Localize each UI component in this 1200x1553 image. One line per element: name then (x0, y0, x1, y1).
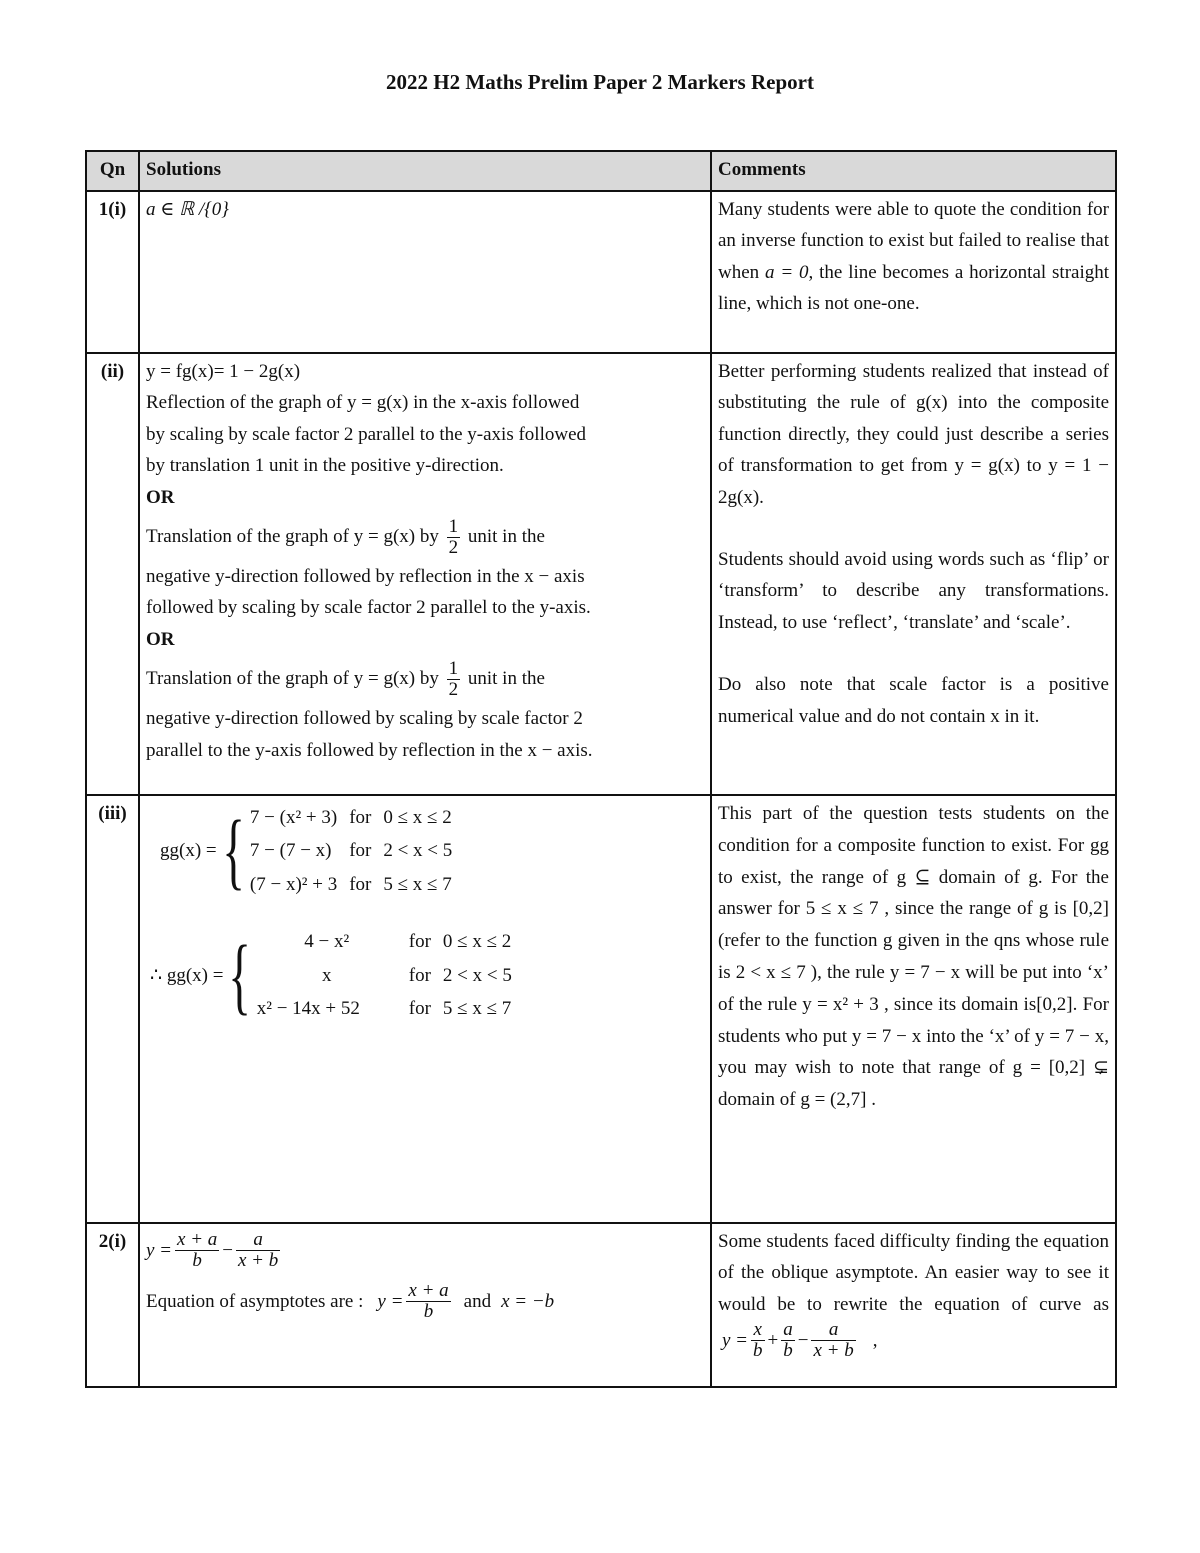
case-for: for (349, 840, 372, 862)
asymptote-line (146, 1281, 704, 1322)
solution-cell (139, 1223, 711, 1387)
solution-line (146, 655, 704, 703)
comment-text: Many students were able to quote the condition for an inverse function to exist but failed to realise that when (718, 199, 1109, 283)
fraction-numerator: x + a (177, 1229, 218, 1250)
and-word: and (463, 1290, 492, 1312)
case-for: for (408, 998, 431, 1020)
fraction (751, 1320, 765, 1361)
case-domain: 2 < x < 5 (383, 840, 453, 862)
piecewise-lhs: ∴ gg(x) = (150, 964, 224, 986)
fraction-denominator: b (192, 1249, 202, 1271)
equation-line (146, 1230, 704, 1271)
solution-text: Translation of the graph of y = g(x) by (146, 526, 444, 548)
question-number: 1(i) (86, 191, 139, 353)
fraction-numerator: x + a (408, 1279, 449, 1301)
comment-cell (711, 1223, 1116, 1387)
solution-line: parallel to the y-axis followed by reflection in the x − axis. (146, 739, 593, 761)
question-number: (iii) (86, 795, 139, 1223)
fraction-denominator: b (753, 1340, 763, 1362)
solution-text: Translation of the graph of y = g(x) by (146, 668, 444, 690)
or-label: OR (146, 628, 175, 650)
header-qn: Qn (86, 151, 139, 191)
solution-line: by scaling by scale factor 2 parallel to the y-axis followed (146, 423, 587, 445)
asymptote-label: Equation of asymptotes are : (146, 1290, 364, 1312)
fraction-denominator: x + b (813, 1340, 854, 1362)
comment-paragraph: Students should avoid using words such as ‘flip’ or ‘transform’ to describe any transformations. Instead, to use ‘reflect’, ‘translate’ and ‘scale’. (718, 549, 1109, 633)
solution-line: y = fg(x)= 1 − 2g(x) (146, 361, 301, 382)
comment-cell (711, 191, 1116, 353)
operator: − (797, 1329, 809, 1351)
brace-icon: { (221, 802, 245, 899)
fraction-denominator: 2 (448, 537, 459, 559)
operator: − (222, 1239, 233, 1261)
fraction-numerator: x (751, 1320, 765, 1341)
case-expr: 4 − x² (304, 931, 350, 953)
equation-lhs: y = (722, 1329, 749, 1351)
case-domain: 2 < x < 5 (442, 964, 512, 986)
case-domain: 0 ≤ x ≤ 2 (383, 807, 452, 828)
piecewise-lhs: gg(x) = (160, 840, 217, 862)
comment-text: , the line becomes a horizontal straight line, which is not one-one. (718, 261, 1110, 315)
fraction (236, 1230, 280, 1271)
case-expr: 7 − (x² + 3) (249, 807, 338, 828)
fraction-numerator: a (236, 1230, 280, 1251)
fraction-denominator: x + b (238, 1249, 279, 1271)
table-row (86, 191, 1116, 353)
solution-cell (139, 191, 711, 353)
table-header-row (86, 151, 1116, 191)
case-for: for (408, 931, 431, 953)
solution-text: unit in the (463, 668, 545, 690)
comma: , (872, 1329, 878, 1351)
comment-text: Some students faced difficulty finding the equation of the oblique asymptote. An easier way to see it would be to rewrite the equation of curve as (718, 1231, 1109, 1315)
piecewise-cases (255, 924, 524, 1026)
table-row (86, 353, 1116, 795)
fraction-numerator: 1 (448, 516, 459, 538)
solution-text: unit in the (463, 526, 545, 548)
header-comments: Comments (711, 151, 1116, 191)
operator: + (767, 1329, 779, 1351)
solution-line: negative y-direction followed by scaling by scale factor 2 (146, 708, 583, 730)
fraction-numerator: 1 (448, 658, 459, 680)
comment-equation (718, 1320, 877, 1361)
solution-line: Reflection of the graph of y = g(x) in the x-axis followed (146, 392, 580, 414)
fraction-denominator: 2 (448, 679, 459, 701)
piecewise-cases (248, 800, 464, 902)
page-title: 2022 H2 Maths Prelim Paper 2 Markers Report (386, 70, 814, 94)
fraction (406, 1281, 450, 1322)
case-expr: (7 − x)² + 3 (249, 873, 338, 895)
solution-text: a ∈ ℝ /{0} (146, 199, 229, 220)
case-expr: x (322, 964, 332, 986)
solution-cell (139, 353, 711, 795)
comment-math: a = 0 (765, 261, 809, 283)
fraction-numerator: a (811, 1320, 855, 1341)
table-row (86, 795, 1116, 1223)
fraction (447, 517, 461, 558)
fraction (811, 1320, 855, 1361)
question-number: (ii) (86, 353, 139, 795)
comment-paragraph: Better performing students realized that instead of substituting the rule of g(x) into the composite function directly, they could just describe a series of transformation to get from y = g(x) to y = 1 − 2g(x). (718, 361, 1109, 508)
case-expr: x² − 14x + 52 (256, 998, 360, 1020)
markers-report-table (85, 150, 1117, 1388)
fraction (781, 1320, 795, 1361)
solution-line (146, 513, 704, 561)
solution-line: followed by scaling by scale factor 2 parallel to the y-axis. (146, 597, 591, 619)
fraction (175, 1230, 219, 1271)
fraction (447, 659, 461, 700)
solution-line: by translation 1 unit in the positive y-direction. (146, 455, 504, 477)
fraction-numerator: a (783, 1319, 793, 1341)
question-number: 2(i) (86, 1223, 139, 1387)
case-domain: 5 ≤ x ≤ 7 (383, 873, 452, 895)
piecewise-definition (150, 924, 704, 1026)
or-label: OR (146, 486, 175, 508)
fraction-denominator: b (783, 1340, 793, 1362)
fraction-denominator: b (423, 1300, 434, 1322)
case-expr: 7 − (7 − x) (249, 840, 332, 862)
comment-cell: This part of the question tests students on the condition for a composite function to exist. For gg to exist, the range of g ⊆ domain of g. For the answer for 5 ≤ x ≤ 7 , since the range of g is [0,2] (refer to the function g given in the qns whose rule is 2 < x ≤ 7 ), the rule y = 7 − x will be put into ‘x’ of the rule y = x² + 3 , since its domain is[0,2]. For students who put y = 7 − x into the ‘x’ of y = 7 − x, you may wish to note that range of g = [0,2] ⊊ domain of g = (2,7] . (711, 795, 1116, 1223)
comment-cell (711, 353, 1116, 795)
case-domain: 0 ≤ x ≤ 2 (442, 931, 512, 953)
solution-line: negative y-direction followed by reflection in the x − axis (146, 566, 585, 588)
case-for: for (349, 807, 372, 828)
case-for: for (408, 964, 431, 986)
equation-lhs: y = (146, 1239, 173, 1261)
piecewise-definition (160, 800, 704, 902)
equation-lhs: y = (377, 1290, 404, 1312)
case-domain: 5 ≤ x ≤ 7 (442, 998, 512, 1020)
header-solutions: Solutions (139, 151, 711, 191)
brace-icon: { (228, 926, 252, 1023)
solution-cell (139, 795, 711, 1223)
comment-paragraph: Do also note that scale factor is a positive numerical value and do not contain x in it. (718, 674, 1109, 727)
table-row (86, 1223, 1116, 1387)
case-for: for (349, 873, 372, 895)
vertical-asymptote: x = −b (501, 1290, 555, 1312)
